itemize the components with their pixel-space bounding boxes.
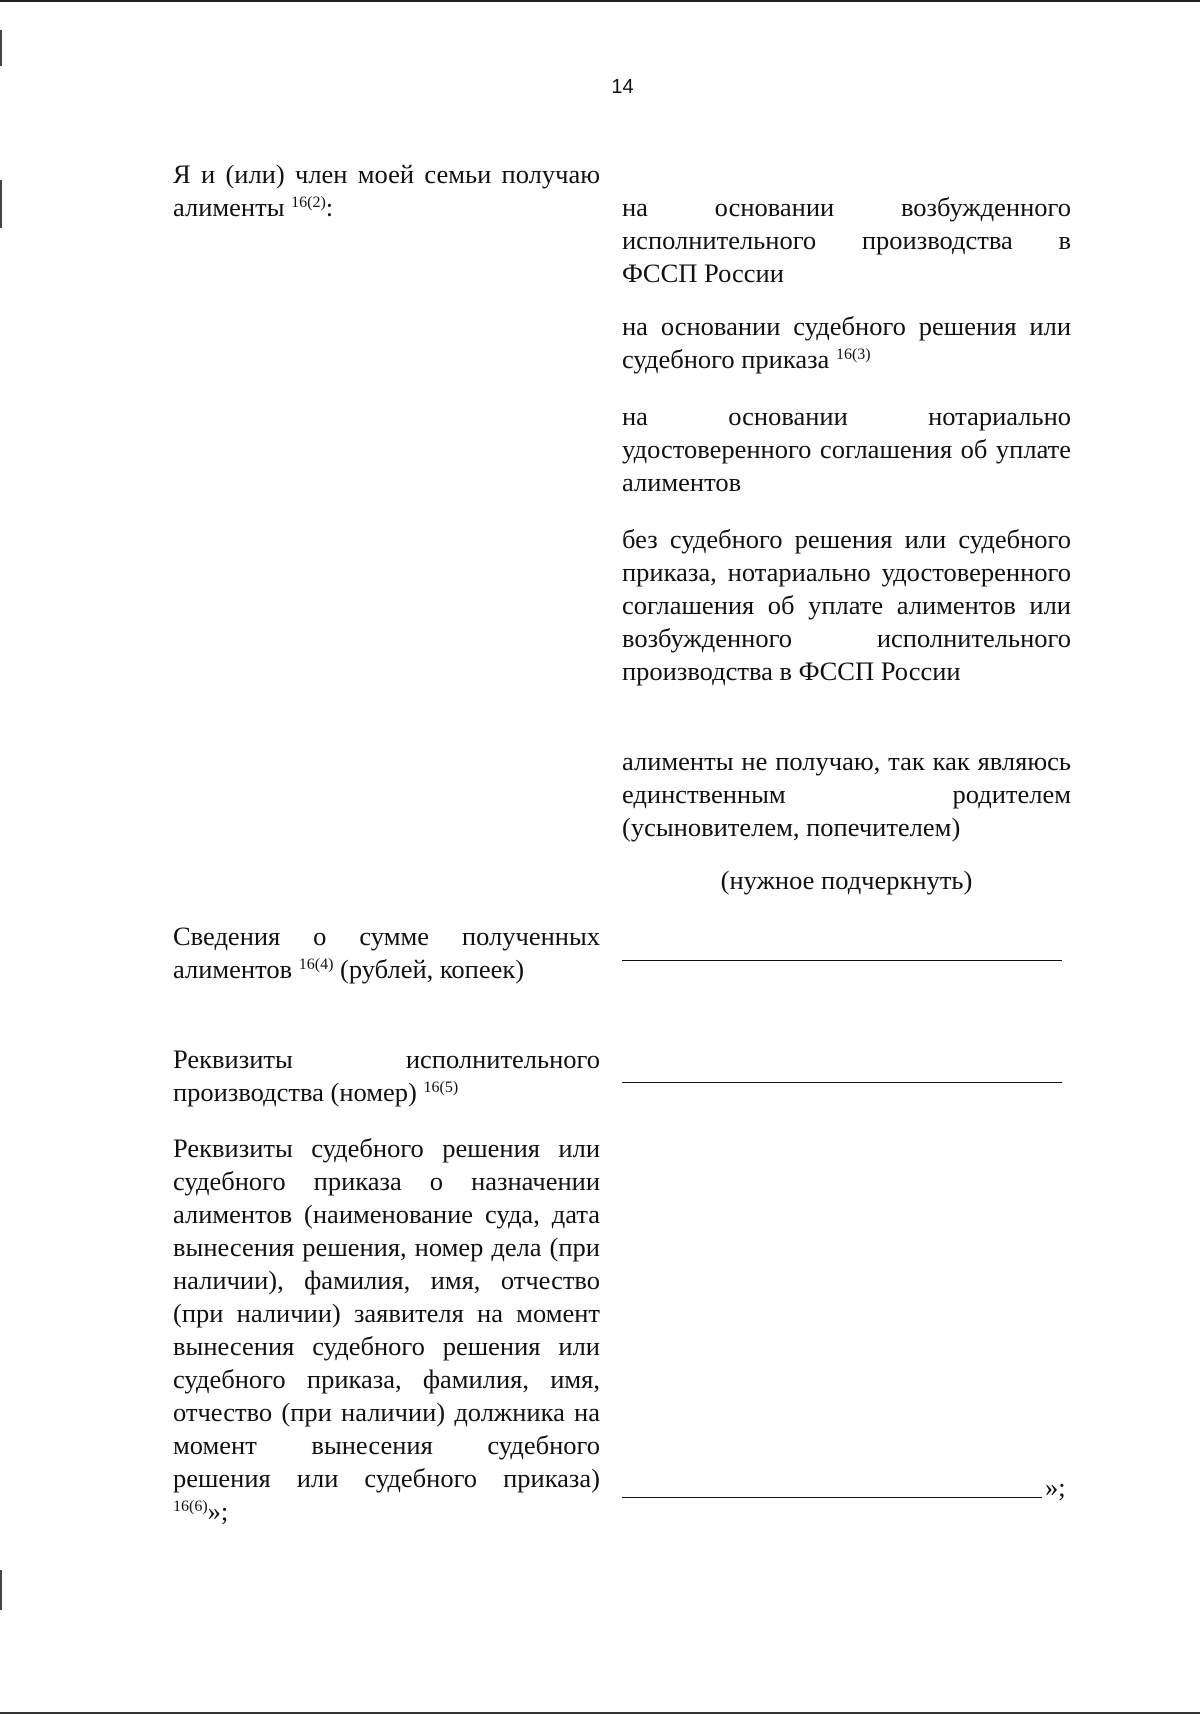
scan-edge-top xyxy=(0,0,1200,2)
underline-instruction-note: (нужное подчеркнуть) xyxy=(720,865,973,895)
enforcement-number-label: Реквизиты исполнительного производства (номер) $^{16(5)}$ xyxy=(173,1044,600,1107)
court-decision-details-field[interactable] xyxy=(622,1497,1042,1498)
court-decision-details-label: Реквизиты судебного решения или судебного приказа о назначении алиментов (наименование суда, дата вынесения решения, номер дела (при наличии), фамилия, имя, отчество (при наличии) заявителя на момент вынесения судебного решения или судебного приказа, фамилия, имя, отчество (при наличии) должника на момент вынесения судебного решения или судебного приказа) $^{16(6)}$»; xyxy=(173,1133,600,1526)
alimony-question-label: Я и (или) член моей семьи получаю алименты $^{16(2)}$: xyxy=(173,159,600,222)
alimony-amount-field[interactable] xyxy=(622,960,1062,961)
option-notarial-agreement[interactable]: на основании нотариально удостоверенного соглашения об уплате алиментов xyxy=(622,401,1071,497)
field-closing-quote: »; xyxy=(1045,1472,1066,1502)
scan-edge-bottom xyxy=(0,1712,1200,1714)
scan-mark xyxy=(0,1570,2,1610)
option-fssp-enforcement[interactable]: на основании возбужденного исполнительного производства в ФССП России xyxy=(622,192,1071,288)
option-without-documents[interactable]: без судебного решения или судебного приказа, нотариально удостоверенного соглашения об уплате алиментов или возбужденного исполнительного производства в ФССП России xyxy=(622,524,1071,686)
enforcement-number-field[interactable] xyxy=(622,1082,1062,1083)
scan-mark xyxy=(0,30,2,66)
alimony-amount-label: Сведения о сумме полученных алиментов $^{16(4)}$ (рублей, копеек) xyxy=(173,921,600,984)
option-court-decision[interactable]: на основании судебного решения или судебного приказа $^{16(3)}$ xyxy=(622,311,1071,374)
option-no-alimony[interactable]: алименты не получаю, так как являюсь единственным родителем (усыновителем, попечителем) xyxy=(622,746,1071,842)
page-number: 14 xyxy=(611,76,634,98)
scan-mark xyxy=(0,180,2,228)
